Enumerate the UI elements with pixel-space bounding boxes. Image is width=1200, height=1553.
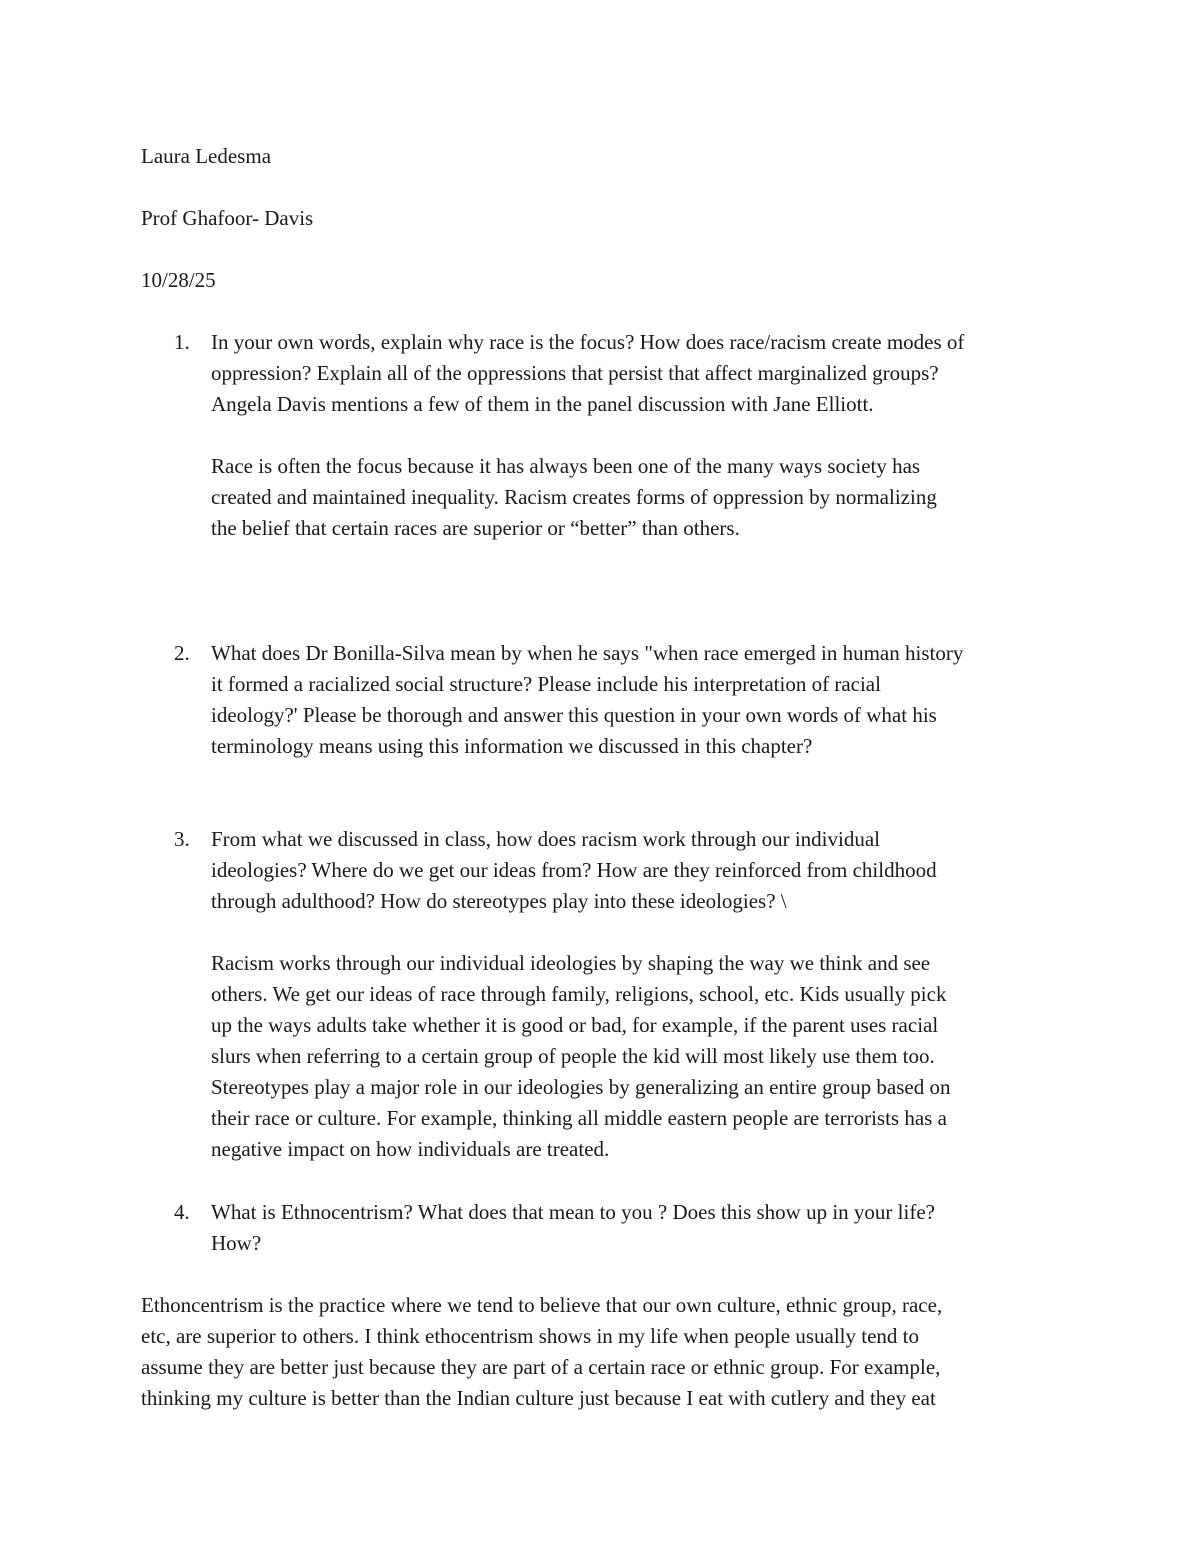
answer-line: Ethoncentrism is the practice where we tend to believe that our own culture, ethnic group, race,	[141, 1293, 943, 1317]
student-name: Laura Ledesma	[141, 144, 272, 168]
professor-name: Prof Ghafoor- Davis	[141, 206, 314, 230]
answer-line: slurs when referring to a certain group of people the kid will most likely use them too.	[211, 1044, 935, 1068]
question-line: From what we discussed in class, how does racism work through our individual	[211, 827, 880, 851]
answer-1-text	[211, 451, 1081, 544]
question-number: 2.	[174, 641, 190, 665]
answer-line: others. We get our ideas of race through family, religions, school, etc. Kids usually pick	[211, 982, 947, 1006]
answer-line: negative impact on how individuals are treated.	[211, 1137, 610, 1161]
answer-line: up the ways adults take whether it is good or bad, for example, if the parent uses racial	[211, 1013, 939, 1037]
answer-3-text	[211, 948, 1081, 1165]
question-line: What is Ethnocentrism? What does that mean to you ? Does this show up in your life?	[211, 1200, 935, 1224]
answer-line: Race is often the focus because it has always been one of the many ways society has	[211, 454, 921, 478]
question-2-text	[211, 638, 1081, 762]
question-line: How?	[211, 1231, 262, 1255]
answer-line: Racism works through our individual ideologies by shaping the way we think and see	[211, 951, 931, 975]
question-4-text	[211, 1197, 1081, 1259]
question-number: 4.	[174, 1200, 190, 1224]
answer-line: their race or culture. For example, thinking all middle eastern people are terrorists has a	[211, 1106, 947, 1130]
question-line: ideology?' Please be thorough and answer this question in your own words of what his	[211, 703, 937, 727]
answer-line: the belief that certain races are superior or “better” than others.	[211, 516, 740, 540]
date: 10/28/25	[141, 268, 216, 292]
answer-line: assume they are better just because they are part of a certain race or ethnic group. For example,	[141, 1355, 941, 1379]
question-line: Angela Davis mentions a few of them in the panel discussion with Jane Elliott.	[211, 392, 874, 416]
question-line: through adulthood? How do stereotypes play into these ideologies? \	[211, 889, 787, 913]
question-line: terminology means using this information we discussed in this chapter?	[211, 734, 813, 758]
question-1-text	[211, 327, 1081, 420]
question-line: it formed a racialized social structure? Please include his interpretation of racial	[211, 672, 881, 696]
answer-line: thinking my culture is better than the Indian culture just because I eat with cutlery and they eat	[141, 1386, 936, 1410]
answer-line: Stereotypes play a major role in our ideologies by generalizing an entire group based on	[211, 1075, 951, 1099]
answer-4-text	[141, 1290, 1081, 1414]
question-number: 1.	[174, 330, 190, 354]
question-line: What does Dr Bonilla-Silva mean by when he says "when race emerged in human history	[211, 641, 964, 665]
question-line: oppression? Explain all of the oppressions that persist that affect marginalized groups?	[211, 361, 939, 385]
question-line: In your own words, explain why race is the focus? How does race/racism create modes of	[211, 330, 965, 354]
answer-line: created and maintained inequality. Racism creates forms of oppression by normalizing	[211, 485, 937, 509]
question-line: ideologies? Where do we get our ideas from? How are they reinforced from childhood	[211, 858, 937, 882]
answer-line: etc, are superior to others. I think ethocentrism shows in my life when people usually tend to	[141, 1324, 919, 1348]
question-3-text	[211, 824, 1081, 917]
question-number: 3.	[174, 827, 190, 851]
